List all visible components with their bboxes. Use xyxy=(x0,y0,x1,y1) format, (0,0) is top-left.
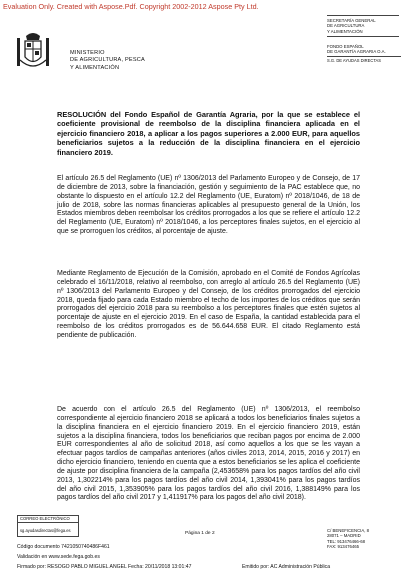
coat-of-arms-icon xyxy=(14,30,52,76)
address-line: C/ BENEFICENCIA, 8 xyxy=(327,528,370,533)
address-line: TEL: 913476466-68 xyxy=(327,538,365,544)
address-line: FAX: 913476465 xyxy=(327,544,360,550)
email-box xyxy=(17,515,79,537)
page-number: Página 1 de 2 xyxy=(185,531,215,536)
secretaria-line: Y ALIMENTACIÓN xyxy=(327,28,363,34)
fondo-line: FONDO ESPAÑOL xyxy=(327,44,364,49)
ministry-line: Y ALIMENTACIÓN xyxy=(70,64,120,71)
paragraph: El artículo 26.5 del Reglamento (UE) nº 1306/2013 del Parlamento Europeo y de Consejo, de 17 de diciembre de 2013, sobre la financiación, gestión y seguimiento de la PAC establece que, no obstante lo dispuesto en el artículo 12.2 del Reglamento (UE, Euratom) nº 2018/1046, de 18 de julio de 2018, sobre las normas financieras aplicables al presupuesto general de la Unión, los Estados miembros deben reembolsar los créditos prorrogados a los que se refiere el artículo 12.2 del Reglamento (UE, Euratom) nº 2018/1046, a los perceptores finales sujetos, en el ejercicio al que se prorroguen los créditos, al porcentaje de ajuste. xyxy=(57,175,360,236)
secretaria-line: SECRETARÍA GENERAL xyxy=(327,18,376,23)
address-line: 28071 – MADRID xyxy=(327,533,361,539)
ministry-line: DE AGRICULTURA, PESCA xyxy=(70,57,145,64)
validation-link: Validación en www.sede.fega.gob.es xyxy=(17,554,100,560)
fondo-block xyxy=(327,44,401,63)
email-box-title: CORREO ELECTRÓNICO xyxy=(18,515,78,523)
document-code: Código documento 7421050740486F461 xyxy=(17,544,110,550)
paragraph: De acuerdo con el artículo 26.5 del Reglamento (UE) nº 1306/2013, el reembolso correspondiente al ejercicio financiero 2018 se aplicará a todos los beneficiarios finales sujetos a la disciplina financiera en el ejercicio financiero 2019. En el ejercicio financiero 2019, están sujetos a la disciplina financiera, todos los beneficiarios que reciban pagos por encima de 2.000 EUR correspondientes al año de solicitud 2018, así como aquellos a los que se les vayan a efectuar pagos tardíos de campañas anteriores (años civiles 2013, 2014, 2015, 2016 y 2017) en dicho ejercicio financiero, teniendo en cuenta que a estos beneficiarios se les aplica el coeficiente de ajuste por disciplina financiera de la campaña (2,453658% para los pagos tardíos del año civil 2013, 1,302214% para los pagos tardíos del año civil 2014, 1,393041% para los pagos tardíos del año civil 2015, 1,353905% para los pagos tardíos del año civil 2016, 1,388149% para los pagos tardíos del año civil 2017 y 1,411917% para los pagos del año civil 2018). xyxy=(57,406,360,502)
ministry-line: MINISTERIO xyxy=(70,50,105,56)
watermark-text: Evaluation Only. Created with Aspose.Pdf. Copyright 2002-2012 Aspose Pty Ltd. xyxy=(3,2,259,11)
subdirection-line: S.G. DE AYUDAS DIRECTAS xyxy=(327,57,381,63)
paragraph: Mediante Reglamento de Ejecución de la Comisión, aprobado en el Comité de Fondos Agrícolas celebrado el 16/11/2018, relativo al reembolso, con arreglo al artículo 26.5 del Reglamento (UE) nº 1306/2013 del Parlamento Europeo y del Consejo, de los créditos prorrogados del ejercicio 2018, queda fijado para cada Estado miembro el techo de los importes de los créditos que serán prorrogados del ejercicio 2018 para su reembolso a los perceptores finales que estén sujetos al porcentaje de ajuste en el ejercicio 2019. En el caso de España, la cantidad establecida para el reembolso de los créditos prorrogados es de 56.644.658 EUR. El citado Reglamento está pendiente de publicación. xyxy=(57,270,360,339)
signed-by: Firmado por: RESOGO PABLO MIGUEL ANGEL Fecha: 20/11/2018 13:01:47 xyxy=(17,564,192,570)
email-address: sg.ayudasdirectas@fega.es xyxy=(20,528,71,533)
address-block xyxy=(327,528,369,550)
secretaria-line: DE AGRICULTURA xyxy=(327,23,365,29)
document-title: RESOLUCIÓN del Fondo Español de Garantía Agraria, por la que se establece el coeficiente provisional de reembolso de la disciplina financiera aplicada en el ejercicio financiero 2018, a aplicar a los pagos superiores a 2.000 EUR, para aquellos beneficiarios sujetos a la reducción de la disciplina financiera en el ejercicio financiero 2019. xyxy=(57,110,360,157)
fondo-line: DE GARANTÍA AGRARIA O.A. xyxy=(327,49,401,56)
issued-by: Emitido por: AC Administración Pública xyxy=(242,564,331,570)
secretaria-box xyxy=(327,15,399,37)
ministry-name xyxy=(70,50,145,72)
